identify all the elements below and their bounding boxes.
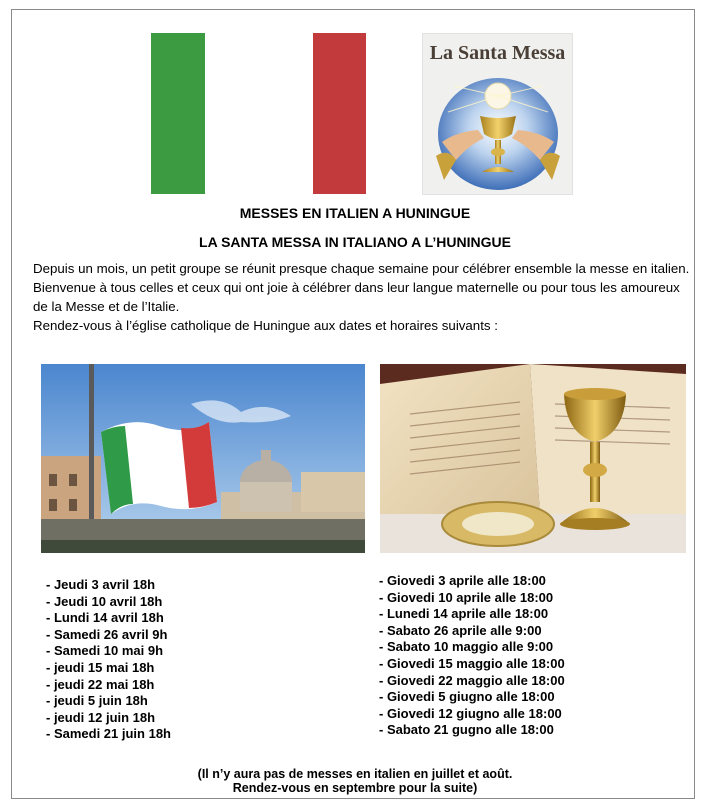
list-item: - Sabato 26 aprile alle 9:00 (379, 622, 542, 638)
italian-flag-red-band (313, 33, 366, 194)
intro-text (33, 259, 693, 335)
footer-line-2: Rendez-vous en septembre pour la suite) (232, 781, 478, 795)
dates-list-italian (379, 573, 565, 739)
list-item: - Samedi 21 juin 18h (46, 726, 171, 742)
missal-chalice-photo (380, 364, 686, 553)
list-item: - Giovedi 10 aprile alle 18:00 (379, 589, 554, 605)
list-item: - Samedi 10 mai 9h (46, 643, 164, 659)
intro-paragraph: Depuis un mois, un petit groupe se réunit presque chaque semaine pour célébrer ensemble la messe en italien. Bienvenue à tous celles et ceux qui ont joie à célébrer dans leur langue maternelle ou pour tous les amoureux de la Messe et de l’Italie. (33, 261, 690, 314)
footer-line-1: (Il n’y aura pas de messes en italien en juillet et août. (197, 767, 513, 781)
italian-flag-green-band (151, 33, 205, 194)
list-item: - Giovedi 22 maggio alle 18:00 (379, 672, 565, 688)
intro-rendezvous: Rendez-vous à l’église catholique de Huningue aux dates et horaires suivants : (33, 318, 498, 333)
list-item: - Giovedi 15 maggio alle 18:00 (379, 655, 565, 671)
rome-flag-photo (41, 364, 365, 553)
title-french: MESSES EN ITALIEN A HUNINGUE (239, 205, 471, 221)
list-item: - Giovedi 3 aprile alle 18:00 (379, 573, 546, 588)
list-item: - Sabato 21 gugno alle 18:00 (379, 722, 554, 738)
footer-note (0, 767, 710, 795)
logo-title: La Santa Messa (429, 42, 566, 64)
list-item: - jeudi 22 mai 18h (46, 676, 155, 692)
list-item: - Giovedi 5 giugno alle 18:00 (379, 689, 555, 705)
chalice-host-illustration (434, 72, 562, 192)
dates-list-french (46, 577, 171, 743)
list-item: - Lundi 14 avril 18h (46, 610, 164, 626)
list-item: - Sabato 10 maggio alle 9:00 (379, 639, 554, 655)
title-italian: LA SANTA MESSA IN ITALIANO A L’HUNINGUE (199, 234, 511, 250)
list-item: - Giovedi 12 giugno alle 18:00 (379, 705, 562, 721)
list-item: - Samedi 26 avril 9h (46, 626, 168, 642)
list-item: - jeudi 12 juin 18h (46, 709, 156, 725)
list-item: - Jeudi 10 avril 18h (46, 593, 163, 609)
list-item: - jeudi 15 mai 18h (46, 659, 155, 675)
italian-flag-white-band (205, 33, 313, 194)
santa-messa-logo (422, 33, 573, 195)
list-item: - jeudi 5 juin 18h (46, 693, 148, 709)
list-item: - Jeudi 3 avril 18h (46, 577, 156, 592)
list-item: - Lunedi 14 aprile alle 18:00 (379, 606, 549, 622)
